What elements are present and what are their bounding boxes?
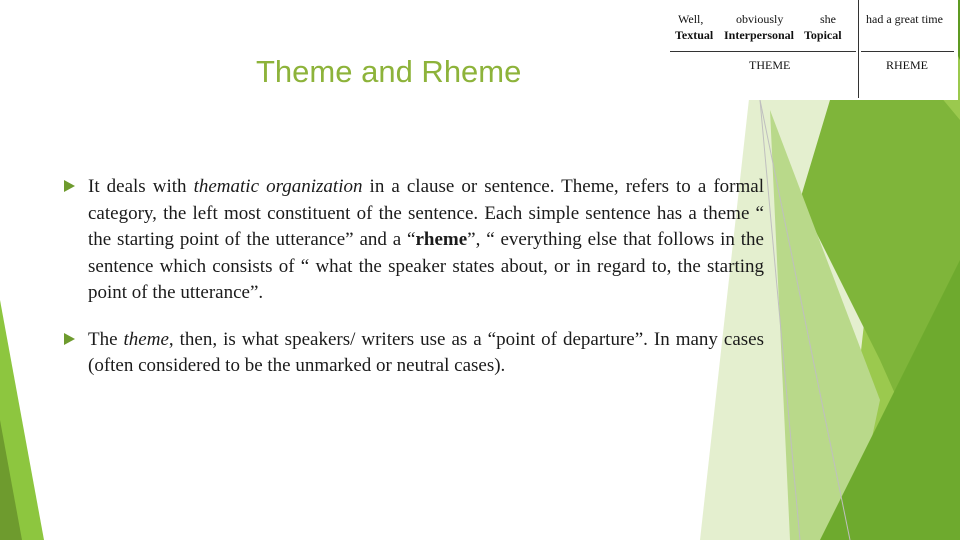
word-she: she — [820, 12, 836, 26]
bullet-text-part: The — [88, 328, 124, 350]
theme-label: THEME — [749, 58, 791, 72]
label-interpersonal: Interpersonal — [724, 28, 794, 42]
label-topical: Topical — [804, 28, 842, 42]
bullet-text — [88, 174, 764, 307]
bullet-item — [64, 174, 764, 307]
bullet-text-italic: thematic organization — [193, 176, 363, 197]
bullet-text-part: It deals with — [88, 176, 194, 197]
label-textual: Textual — [675, 28, 714, 42]
slide-title: Theme and Rheme — [256, 54, 522, 89]
bullet-text-bold: rheme — [415, 229, 468, 250]
table-divider-right — [861, 51, 954, 52]
triangle-bullet-icon — [64, 180, 75, 192]
bullet-text — [88, 327, 764, 380]
bullet-list — [64, 174, 764, 400]
word-well: Well, — [678, 12, 704, 26]
word-had-a-great-time: had a great time — [866, 12, 943, 26]
bullet-text-italic: theme — [123, 328, 169, 350]
bullet-text-part: ”, “ everything else that follows in the sentence which consists of “ what the speaker states about, or in regard to, the starting point of the utterance”. — [88, 229, 764, 303]
bullet-text-part: in a clause or sentence. Theme, refers to a formal category, the left most constituent of the sentence. Each simple sentence has a theme “ the starting point of the utterance” and a “ — [88, 176, 764, 250]
rheme-label: RHEME — [886, 58, 928, 72]
triangle-bullet-icon — [64, 333, 75, 345]
bullet-item — [64, 327, 764, 380]
bullet-text-part: , then, is what speakers/ writers use as a “point of departure”. In many cases (often considered to be the unmarked or neutral cases). — [88, 328, 764, 376]
table-divider-vertical — [858, 0, 859, 98]
word-obviously: obviously — [736, 12, 784, 26]
table-divider-left — [670, 51, 856, 52]
theme-rheme-analysis-table — [670, 0, 958, 100]
